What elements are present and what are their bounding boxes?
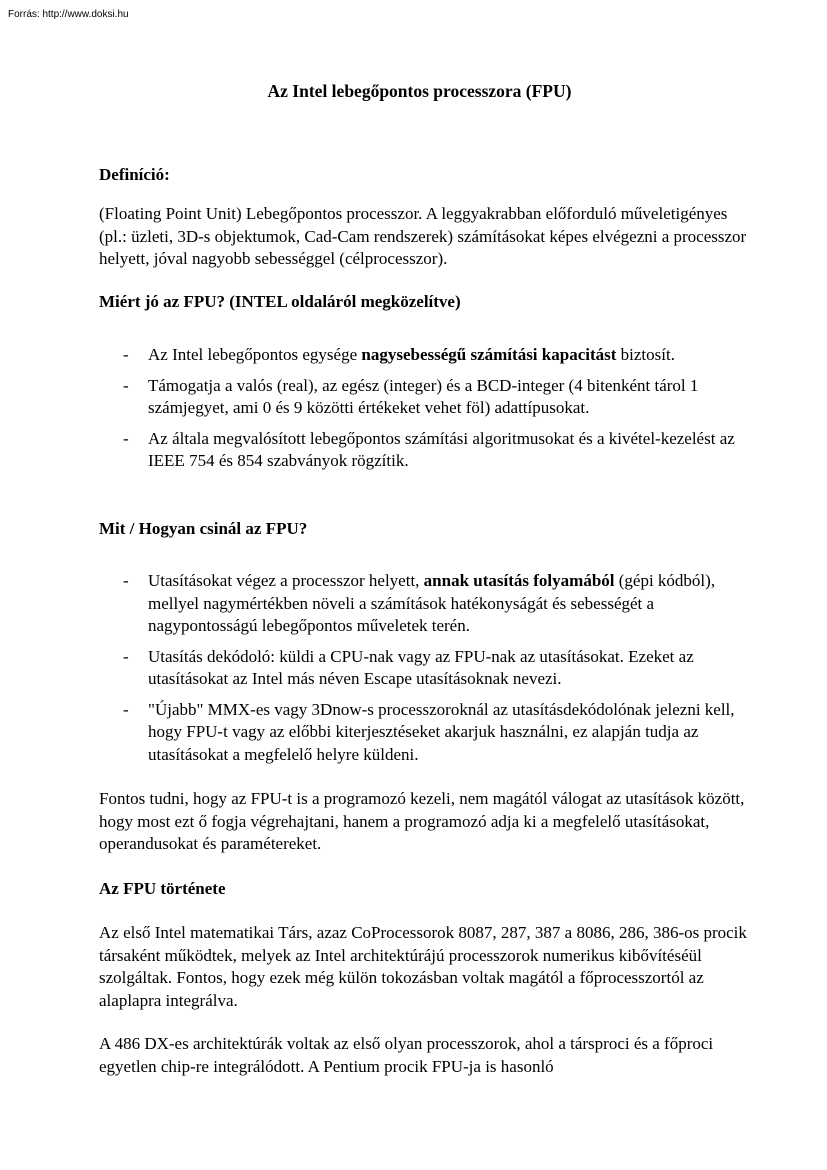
how-heading: Mit / Hogyan csinál az FPU?: [99, 519, 308, 538]
page-title: Az Intel lebegőpontos processzora (FPU): [267, 81, 572, 101]
history-paragraph-2: A 486 DX-es architektúrák voltak az első olyan processzorok, ahol a társproci és a főproci egyetlen chip-re integrálódott. A Pentium procik FPU-ja is hasonló: [99, 1034, 714, 1076]
emphasis: nagysebességű számítási kapacitást: [361, 345, 617, 364]
why-heading: Miért jó az FPU? (INTEL oldaláról megközelítve): [99, 292, 461, 311]
list-item: - Támogatja a valós (real), az egész (integer) és a BCD-integer (4 bitenként tárol 1 számjegyet, ami 0 és 9 közötti értékeket vehet föl) adattípusokat.: [123, 375, 699, 417]
how-list: [99, 570, 759, 774]
list-item: - Az általa megvalósított lebegőpontos számítási algoritmusokat és a kivétel-kezelést az IEEE 754 és 854 szabványok rögzítik.: [123, 428, 735, 470]
why-list: [99, 344, 759, 481]
list-item: - "Újabb" MMX-es vagy 3Dnow-s processzoroknál az utasításdekódolónak jelezni kell, hogy FPU-t vagy az előbbi kiterjesztéseket akarjuk használni, ez alapján tudja az utasításokat a megfelelő helyre küldeni.: [123, 699, 735, 764]
emphasis: annak utasítás folyamából: [423, 571, 615, 590]
note-paragraph: Fontos tudni, hogy az FPU-t is a programozó kezeli, nem magától válogat az utasítások között, hogy most ezt ő fogja végrehajtani, hanem a programozó adja ki a megfelelő utasításokat, operandusokat és paramétereket.: [99, 789, 745, 853]
history-heading: Az FPU története: [99, 879, 226, 898]
list-item: - Utasítás dekódoló: küldi a CPU-nak vagy az FPU-nak az utasításokat. Ezeket az utasításokat az Intel más néven Escape utasításoknak nevezi.: [123, 646, 694, 688]
list-item: - Az Intel lebegőpontos egysége nagysebességű számítási kapacitást biztosít.: [123, 345, 675, 364]
definition-paragraph: (Floating Point Unit) Lebegőpontos processzor. A leggyakrabban előforduló műveletigényes (pl.: üzleti, 3D-s objektumok, Cad-Cam rendszerek) számításokat képes elvégezni a processzor helyett, jóval nagyobb sebességgel (célprocesszor).: [99, 204, 747, 268]
definition-heading: Definíció:: [99, 165, 170, 184]
history-paragraph-1: Az első Intel matematikai Társ, azaz CoProcessorok 8087, 287, 387 a 8086, 286, 386-os procik társaként működtek, melyek az Intel architektúrájú processzorok numerikus kibővítéséül szolgáltak. Fontos, hogy ezek még külön tokozásban voltak magától a főprocesszortól az alaplapra integrálva.: [99, 923, 747, 1010]
source-url: Forrás: http://www.doksi.hu: [8, 9, 129, 20]
list-item: - Utasításokat végez a processzor helyett, annak utasítás folyamából (gépi kódból), mellyel nagymértékben növeli a számítások hatékonyságát és sebességét a nagypontosságú lebegőpontos műveletek terén.: [123, 571, 716, 635]
